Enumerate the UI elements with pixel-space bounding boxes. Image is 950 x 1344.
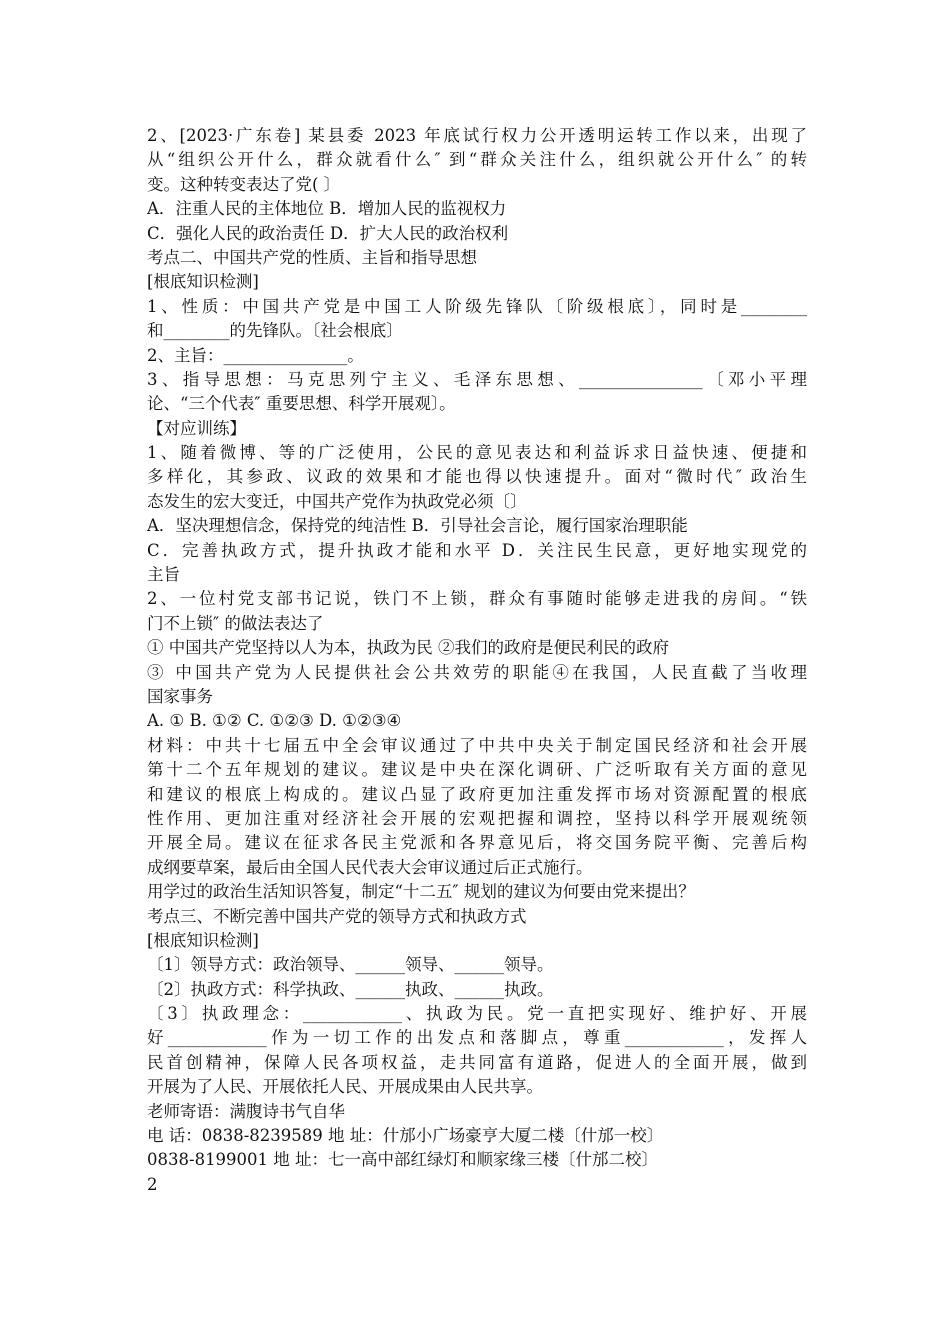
text-line: 论、“三个代表″ 重要思想、科学开展观〕。	[147, 394, 456, 414]
text-line: [根底知识检测]	[147, 930, 259, 950]
text-line: 好____________作为一切工作的出发点和落脚点，尊重____________，发挥人	[147, 1028, 807, 1048]
text-line: 从“组织公开什么，群众就看什么″ 到“群众关注什么，组织就公开什么″ 的转	[147, 150, 807, 170]
text-line: 2、一位村党支部书记说，铁门不上锁，群众有事随时能够走进我的房间。“铁	[147, 589, 807, 609]
text-line: 【对应训练】	[147, 418, 246, 438]
text-line: 〔3〕执政理念：____________、执政为民。党一直把实现好、维护好、开展	[147, 1004, 807, 1024]
text-line: 老师寄语：满腹诗书气自华	[147, 1101, 345, 1121]
text-line: 多样化，其参政、议政的效果和才能也得以快速提升。面对“微时代″ 政治生	[147, 467, 807, 487]
text-line: 3、指导思想：马克思列宁主义、毛泽东思想、_______________〔邓小平理	[147, 369, 807, 389]
text-line: 〔1〕领导方式：政治领导、______领导、______领导。	[147, 955, 554, 975]
text-line: 2、[2023·广东卷] 某县委 2023 年底试行权力公开透明运转工作以来，出现了	[147, 126, 807, 145]
text-line: 0838-8199001 地 址：七一高中部红绿灯和顺家缘三楼〔什邡二校〕	[147, 1150, 659, 1170]
text-line: 民首创精神，保障人民各项权益，走共同富有道路，促进人的全面开展，做到	[147, 1052, 807, 1072]
text-line: 性作用、更加注重对经济社会开展的宏观把握和调控，坚持以科学开展观统领	[147, 808, 807, 828]
text-line: 和建议的根底上构成的。建议凸显了政府更加注重发挥市场对资源配置的根底	[147, 784, 807, 804]
text-line: A. ① B. ①② C. ①②③ D. ①②③④	[147, 711, 402, 731]
text-line: 用学过的政治生活知识答复，制定“十二五″ 规划的建议为何要由党来提出？	[147, 882, 695, 902]
text-line: [根底知识检测]	[147, 272, 259, 292]
text-line: C．强化人民的政治责任 D．扩大人民的政治权利	[147, 223, 509, 243]
text-line: 考点二、中国共产党的性质、主旨和指导思想	[147, 247, 477, 267]
text-line: 国家事务	[147, 686, 213, 706]
text-line: A．注重人民的主体地位 B．增加人民的监视权力	[147, 199, 507, 219]
text-line: 考点三、不断完善中国共产党的领导方式和执政方式	[147, 906, 527, 926]
text-line: 门不上锁″ 的做法表达了	[147, 613, 324, 633]
text-line: 变。这种转变表达了党( 〕	[147, 174, 341, 194]
text-line: 第十二个五年规划的建议。建议是中央在深化调研、广泛听取有关方面的意见	[147, 760, 807, 780]
text-line: ① 中国共产党坚持以人为本，执政为民 ②我们的政府是便民利民的政府	[147, 638, 669, 658]
text-line: 开展为了人民、开展依托人民、开展成果由人民共享。	[147, 1077, 543, 1097]
text-line: 〔2〕执政方式：科学执政、______执政、______执政。	[147, 979, 554, 999]
text-line: 1、随着微博、等的广泛使用，公民的意见表达和利益诉求日益快速、便捷和	[147, 443, 807, 463]
text-line: A．坚决理想信念，保持党的纯洁性 B．引导社会言论，履行国家治理职能	[147, 516, 688, 536]
text-line: 开展全局。建议在征求各民主党派和各界意见后，将交国务院平衡、完善后构	[147, 833, 807, 853]
text-line: 和________的先锋队。〔社会根底〕	[147, 321, 403, 341]
text-line: 2	[147, 1174, 158, 1194]
text-line: 成纲要草案，最后由全国人民代表大会审议通过后正式施行。	[147, 857, 593, 877]
text-line: 态发生的宏大变迁，中国共产党作为执政党必须〔〕	[147, 491, 527, 511]
text-line: 主旨	[147, 565, 180, 585]
document-page	[147, 124, 807, 1197]
text-line: C．完善执政方式，提升执政才能和水平 D．关注民生民意，更好地实现党的	[147, 540, 807, 560]
text-line: 电 话：0838-8239589 地 址：什邡小广场豪亨大厦二楼〔什邡一校〕	[147, 1126, 664, 1146]
text-line: ③ 中国共产党为人民提供社会公共效劳的职能④在我国，人民直截了当收理	[147, 662, 807, 682]
text-line: 1、性质：中国共产党是中国工人阶级先锋队〔阶级根底〕，同时是________	[147, 296, 807, 316]
text-line: 材料：中共十七届五中全会审议通过了中共中央关于制定国民经济和社会开展	[147, 735, 807, 755]
text-line: 2、主旨：_______________。	[147, 345, 364, 365]
